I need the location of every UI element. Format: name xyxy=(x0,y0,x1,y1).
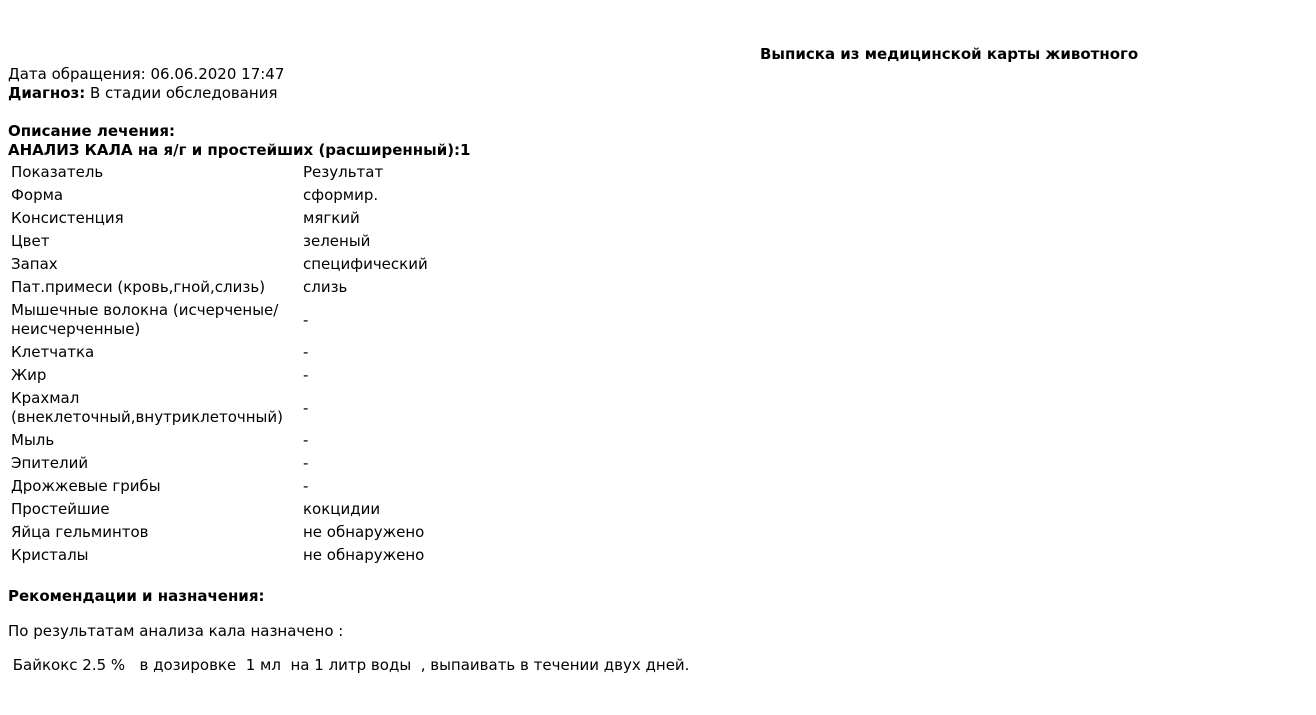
row-result: - xyxy=(303,366,309,384)
diagnosis-value: В стадии обследования xyxy=(85,84,278,102)
row-param: Жир xyxy=(11,366,47,384)
column-header-param: Показатель xyxy=(11,163,104,181)
diagnosis-label: Диагноз: xyxy=(8,84,86,102)
treatment-heading: Описание лечения: xyxy=(8,122,176,140)
row-result: слизь xyxy=(303,278,348,296)
row-result: - xyxy=(303,343,309,361)
row-param: Мыль xyxy=(11,431,55,449)
row-param: Простейшие xyxy=(11,500,110,518)
table-row xyxy=(9,254,430,277)
results-table xyxy=(9,162,430,568)
row-param: Форма xyxy=(11,186,64,204)
table-row xyxy=(9,185,430,208)
row-result: не обнаружено xyxy=(303,523,425,541)
table-row xyxy=(9,476,430,499)
recommendations-intro: По результатам анализа кала назначено : xyxy=(8,622,344,640)
row-param: Яйца гельминтов xyxy=(11,523,149,541)
table-row xyxy=(9,499,430,522)
table-row xyxy=(9,277,430,300)
row-result: кокцидии xyxy=(303,500,381,518)
row-result: специфический xyxy=(303,255,428,273)
row-param: Клетчатка xyxy=(11,343,95,361)
row-param: Консистенция xyxy=(11,209,124,227)
table-row xyxy=(9,342,430,365)
table-row xyxy=(9,388,430,430)
row-result: - xyxy=(303,310,309,329)
row-result: мягкий xyxy=(303,209,360,227)
row-result: - xyxy=(303,431,309,449)
table-row xyxy=(9,430,430,453)
table-row xyxy=(9,545,430,568)
document-title: Выписка из медицинской карты животного xyxy=(760,45,1139,63)
row-param: Дрожжевые грибы xyxy=(11,477,161,495)
analysis-title: АНАЛИЗ КАЛА на я/г и простейших (расширенный):1 xyxy=(8,141,471,159)
prescription-line: Байкокс 2.5 % в дозировке 1 мл на 1 литр воды , выпаивать в течении двух дней. xyxy=(8,656,690,674)
table-row xyxy=(9,300,430,342)
table-row xyxy=(9,208,430,231)
row-param: Запах xyxy=(11,255,58,273)
row-result: - xyxy=(303,477,309,495)
table-row xyxy=(9,365,430,388)
row-result: - xyxy=(303,454,309,472)
row-param: Крахмал (внеклеточный,внутриклеточный) xyxy=(11,389,283,426)
row-result: зеленый xyxy=(303,232,371,250)
row-param: Цвет xyxy=(11,232,50,250)
row-result: не обнаружено xyxy=(303,546,425,564)
table-row xyxy=(9,522,430,545)
row-param: Эпителий xyxy=(11,454,89,472)
column-header-result: Результат xyxy=(303,163,384,181)
row-param: Мышечные волокна (исчерченые/ неисчерченные) xyxy=(11,301,279,338)
diagnosis xyxy=(8,84,278,103)
table-row xyxy=(9,453,430,476)
recommendations-heading: Рекомендации и назначения: xyxy=(8,587,265,605)
row-result: - xyxy=(303,398,309,417)
table-header-row xyxy=(9,162,430,185)
row-param: Пат.примеси (кровь,гной,слизь) xyxy=(11,278,266,296)
visit-date: Дата обращения: 06.06.2020 17:47 xyxy=(8,65,285,83)
row-result: сформир. xyxy=(303,186,379,204)
table-row xyxy=(9,231,430,254)
row-param: Кристалы xyxy=(11,546,89,564)
